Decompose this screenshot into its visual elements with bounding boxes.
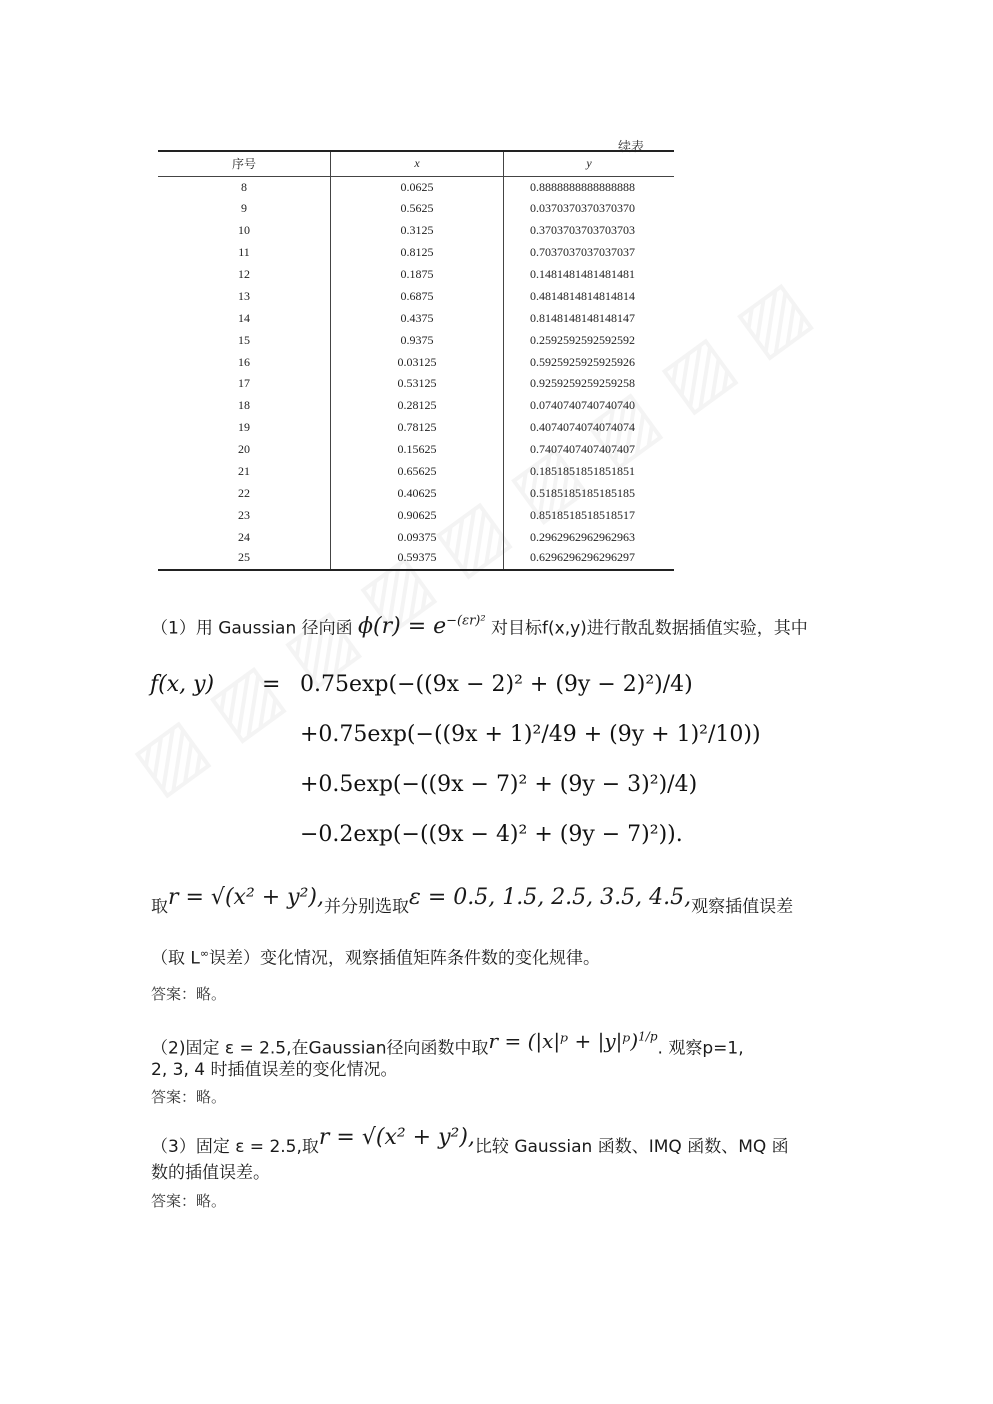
table-row bbox=[158, 461, 674, 483]
table-row bbox=[158, 373, 674, 395]
cell-x: 0.09375 bbox=[331, 526, 504, 548]
cell-x: 0.78125 bbox=[331, 417, 504, 439]
cell-index: 14 bbox=[158, 307, 331, 329]
cell-y: 0.4814814814814814 bbox=[530, 288, 635, 303]
q1-line2: （取 L∞误差）变化情况，观察插值矩阵条件数的变化规律。 bbox=[151, 947, 601, 969]
q1-paragraph bbox=[151, 606, 843, 644]
cell-index: 23 bbox=[158, 504, 331, 526]
cell-y: 0.8148148148148147 bbox=[530, 310, 635, 325]
q1-answer: 答案：略。 bbox=[151, 985, 227, 1003]
cell-x: 0.0625 bbox=[331, 176, 504, 198]
table-row bbox=[158, 198, 674, 220]
cell-y: 0.8888888888888888 bbox=[530, 179, 635, 194]
equation-equals: = bbox=[262, 672, 281, 697]
cell-index: 12 bbox=[158, 264, 331, 286]
cell-index: 9 bbox=[158, 198, 331, 220]
table-row bbox=[158, 242, 674, 264]
cell-x: 0.1875 bbox=[331, 264, 504, 286]
q1-eps-formula: ε = 0.5, 1.5, 2.5, 3.5, 4.5, bbox=[409, 885, 692, 910]
q1-phi-formula: $\phi(r) = e^{-(\varepsilon r)^2}$ bbox=[358, 614, 486, 640]
q2-line2: 2, 3, 4 时插值误差的变化情况。 bbox=[151, 1060, 398, 1080]
cell-x: 0.8125 bbox=[331, 242, 504, 264]
table-caption: 续表 bbox=[618, 140, 645, 155]
q1-params-line bbox=[151, 886, 843, 927]
q1-observe: 观察插值误差 bbox=[691, 897, 794, 917]
cell-x: 0.40625 bbox=[331, 482, 504, 504]
q3-suffix: 比较 Gaussian 函数、IMQ 函数、MQ 函 bbox=[474, 1137, 789, 1157]
cell-y: 0.1851851851851851 bbox=[530, 464, 635, 479]
cell-y: 0.3703703703703703 bbox=[530, 223, 635, 238]
table-row bbox=[158, 329, 674, 351]
cell-index: 21 bbox=[158, 461, 331, 483]
cell-index: 8 bbox=[158, 176, 331, 198]
q2-suffix: . 观察p=1, bbox=[657, 1038, 744, 1059]
cell-y: 0.2962962962962963 bbox=[530, 529, 635, 544]
cell-x: 0.65625 bbox=[331, 461, 504, 483]
cell-y: 0.7037037037037037 bbox=[530, 245, 635, 260]
table-row bbox=[158, 504, 674, 526]
cell-x: 0.59375 bbox=[331, 548, 504, 570]
cell-x: 0.4375 bbox=[331, 307, 504, 329]
table-body bbox=[158, 176, 674, 570]
data-table bbox=[158, 150, 674, 571]
cell-index: 15 bbox=[158, 329, 331, 351]
cell-y: 0.2592592592592592 bbox=[530, 332, 635, 347]
table-row bbox=[158, 526, 674, 548]
cell-x: 0.28125 bbox=[331, 395, 504, 417]
table-row bbox=[158, 264, 674, 286]
q2-prefix: （2)固定 ε = 2.5,在Gaussian径向函数中取 bbox=[151, 1038, 489, 1059]
q1-take: 取 bbox=[151, 897, 168, 917]
cell-x: 0.15625 bbox=[331, 439, 504, 461]
q2-answer: 答案：略。 bbox=[151, 1088, 227, 1106]
cell-x: 0.6875 bbox=[331, 285, 504, 307]
table-row bbox=[158, 176, 674, 198]
cell-x: 0.9375 bbox=[331, 329, 504, 351]
cell-y: 0.1481481481481481 bbox=[530, 267, 635, 281]
table-row bbox=[158, 220, 674, 242]
q3-line2: 数的插值误差。 bbox=[151, 1163, 270, 1183]
equation-line-1: 0.75exp(−((9x − 2)² + (9y − 2)²)/4) bbox=[300, 672, 693, 697]
cell-x: 0.03125 bbox=[331, 351, 504, 373]
equation-line-4: −0.2exp(−((9x − 4)² + (9y − 7)²)). bbox=[300, 822, 683, 847]
header-y: y bbox=[504, 151, 675, 176]
table-row bbox=[158, 482, 674, 504]
cell-index: 24 bbox=[158, 526, 331, 548]
cell-y: 0.7407407407407407 bbox=[530, 442, 635, 457]
equation-lhs: f(x, y) bbox=[150, 672, 215, 697]
q3-answer: 答案：略。 bbox=[151, 1192, 227, 1210]
cell-y: 0.0370370370370370 bbox=[530, 201, 635, 216]
cell-y: 0.9259259259259258 bbox=[530, 376, 635, 391]
table-row bbox=[158, 351, 674, 373]
cell-y: 0.6296296296296297 bbox=[504, 548, 675, 570]
cell-index: 22 bbox=[158, 482, 331, 504]
cell-y: 0.8518518518518517 bbox=[530, 507, 635, 522]
cell-index: 10 bbox=[158, 220, 331, 242]
cell-x: 0.3125 bbox=[331, 220, 504, 242]
q1-choose: 并分别选取 bbox=[324, 897, 410, 917]
cell-x: 0.90625 bbox=[331, 504, 504, 526]
cell-index: 19 bbox=[158, 417, 331, 439]
cell-y: 0.5925925925925926 bbox=[530, 354, 635, 369]
cell-y: 0.4074074074074074 bbox=[530, 420, 635, 435]
q2-r-formula: r = (|x|ᵖ + |y|ᵖ)$^{1/p}$ bbox=[488, 1028, 658, 1053]
cell-y: 0.0740740740740740 bbox=[530, 398, 635, 413]
q1-r-formula: r = √(x² + y²), bbox=[168, 885, 325, 910]
q1-prefix: （1）用 Gaussian 径向函 bbox=[151, 618, 353, 639]
table-row bbox=[158, 307, 674, 329]
header-index: 序号 bbox=[158, 151, 331, 176]
cell-index: 13 bbox=[158, 285, 331, 307]
q3-prefix: （3）固定 ε = 2.5,取 bbox=[151, 1137, 319, 1157]
cell-index: 18 bbox=[158, 395, 331, 417]
q1-suffix: 对目标f(x,y)进行散乱数据插值实验，其中 bbox=[491, 618, 808, 639]
table-row bbox=[158, 285, 674, 307]
table-header-row bbox=[158, 151, 674, 176]
cell-x: 0.53125 bbox=[331, 373, 504, 395]
cell-index: 11 bbox=[158, 242, 331, 264]
cell-index: 20 bbox=[158, 439, 331, 461]
header-x: x bbox=[331, 151, 504, 176]
equation-line-2: +0.75exp(−((9x + 1)²/49 + (9y + 1)²/10)) bbox=[300, 722, 761, 747]
q3-r-formula: r = √(x² + y²), bbox=[318, 1125, 475, 1150]
cell-index: 16 bbox=[158, 351, 331, 373]
equation-line-3: +0.5exp(−((9x − 7)² + (9y − 3)²)/4) bbox=[300, 772, 698, 797]
cell-x: 0.5625 bbox=[331, 198, 504, 220]
cell-index: 17 bbox=[158, 373, 331, 395]
table-row bbox=[158, 417, 674, 439]
table-row bbox=[158, 395, 674, 417]
cell-y: 0.5185185185185185 bbox=[530, 485, 635, 500]
cell-index: 25 bbox=[158, 548, 331, 570]
table-row bbox=[158, 439, 674, 461]
table-row bbox=[158, 548, 674, 570]
